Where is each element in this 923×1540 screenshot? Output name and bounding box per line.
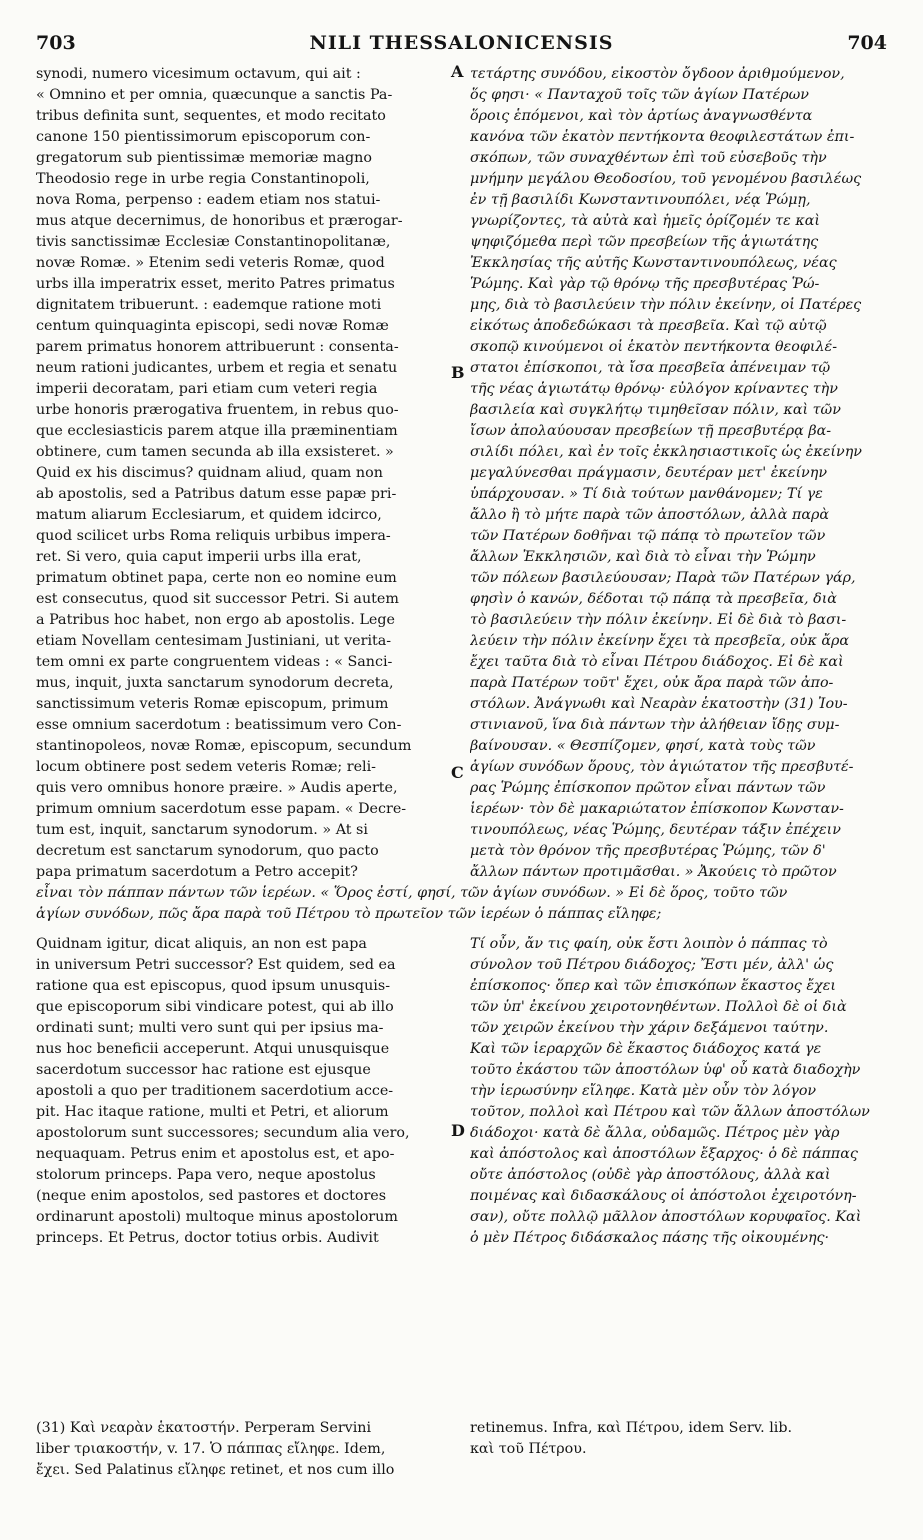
text-line: ἴσων ἀπολαύουσαν πρεσβείων τῇ πρεσβυτέρᾳ βα- [470, 423, 832, 439]
text-line: sacerdotum successor hac ratione est ejusque [36, 1062, 371, 1078]
text-line: διάδοχοι· κατὰ δὲ ἄλλα, οὐδαμῶς. Πέτρος μὲν γὰρ [470, 1125, 840, 1141]
text-line: (neque enim apostolos, sed pastores et doctores [36, 1188, 387, 1204]
text-line: ἱερέων· τὸν δὲ μακαριώτατον ἐπίσκοπον Κωνσταν- [470, 801, 844, 817]
text-line: στατοι ἐπίσκοποι, τὰ ἴσα πρεσβεῖα ἀπένειμαν τῷ [470, 360, 831, 376]
text-line: primatum obtinet papa, certe non eo nomine eum [36, 570, 397, 586]
text-line: esse omnium sacerdotum : beatissimum vero Con- [36, 717, 402, 733]
text-line: ἄλλων πάντων προτιμᾶσθαι. » Ἀκούεις τὸ πρῶτον [470, 864, 837, 880]
text-line: imperii decoratam, pari etiam cum veteri regia [36, 381, 378, 397]
text-line: τοῦτο ἐκάστου τῶν ἀποστόλων ὑφ' οὗ κατὰ διαδοχὴν [470, 1062, 861, 1078]
text-line: εἶναι τὸν πάππαν πάντων τῶν ἱερέων. « Ὅρος ἐστί, φησί, τῶν ἁγίων συνόδων. » Εἰ δὲ ὅρος, τοῦτο τῶν [36, 885, 788, 901]
text-line: etiam Novellam centesimam Justiniani, ut verita- [36, 633, 392, 649]
text-line: σιλίδι πόλει, καὶ ἐν τοῖς ἐκκλησιαστικοῖς ὡς ἐκείνην [470, 444, 862, 460]
text-line: mus atque decernimus, de honoribus et prærogar- [36, 213, 403, 229]
text-line: ψηφιζόμεθα περὶ τῶν πρεσβείων τῆς ἁγιωτάτης [470, 234, 819, 250]
text-line: quis vero omnibus honore præire. » Audis aperte, [36, 780, 398, 796]
text-line: τῶν πόλεων βασιλεύουσαν; Παρὰ τῶν Πατέρων γάρ, [470, 570, 856, 586]
page-number-right: 704 [847, 32, 887, 54]
latin-column-bottom [36, 934, 450, 1249]
text-line: in universum Petri successor? Est quidem, sed ea [36, 957, 396, 973]
footnote-line: (31) Καὶ νεαρὰν ἑκατοστήν. Perperam Servini [36, 1420, 372, 1436]
text-line: ἁγίων συνόδων, πῶς ἄρα παρὰ τοῦ Πέτρου τὸ πρωτεῖον τῶν ἱερέων ὁ πάππας εἴληφε; [36, 906, 662, 922]
text-line: matum aliarum Ecclesiarum, et quidem idcirco, [36, 507, 382, 523]
text-line: τῶν χειρῶν ἐκείνου τὴν χάριν δεξάμενοι ταύτην. [470, 1020, 829, 1036]
text-line: tum est, inquit, sanctarum synodorum. » At si [36, 822, 368, 838]
text-line: apostolorum sunt successores; secundum alia vero, [36, 1125, 410, 1141]
text-line: sanctissimum veteris Romæ episcopum, primum [36, 696, 389, 712]
text-line: παρὰ Πατέρων τοῦτ' ἔχει, οὐκ ἄρα παρὰ τῶν ἀπο- [470, 675, 834, 691]
text-line: centum quinquaginta episcopi, sedi novæ Romæ [36, 318, 389, 334]
text-line: ἄλλων Ἐκκλησιῶν, καὶ διὰ τὸ εἶναι τὴν Ῥώμην [470, 549, 816, 565]
text-line: λεύειν τὴν πόλιν ἐκείνην ἔχει τὰ πρεσβεῖα, οὐκ ἄρα [470, 633, 850, 649]
text-line: τὴν ἱερωσύνην εἴληφε. Κατὰ μὲν οὖν τὸν λόγον [470, 1083, 817, 1099]
footnote-line: retinemus. Infra, καὶ Πέτρου, idem Serv. lib. [470, 1420, 793, 1436]
text-line: a Patribus hoc habet, non ergo ab apostolis. Lege [36, 612, 396, 628]
text-line: τὸ βασιλεύειν τὴν πόλιν ἐκείνην. Εἰ δὲ διὰ τὸ βασι- [470, 612, 847, 628]
text-line: nequaquam. Petrus enim et apostolus est, et apo- [36, 1146, 395, 1162]
text-line: Ἐκκλησίας τῆς αὐτῆς Κωνσταντινουπόλεως, νέας [470, 255, 837, 271]
text-line: pit. Hac itaque ratione, multi et Petri, et aliorum [36, 1104, 389, 1120]
text-line: est consecutus, quod sit successor Petri. Si autem [36, 591, 399, 607]
text-line: σκοπῷ κινούμενοι οἱ ἑκατὸν πεντήκοντα θεοφιλέ- [470, 339, 838, 355]
text-line: μετὰ τὸν θρόνον τῆς πρεσβυτέρας Ῥώμης, τῶν δ' [470, 843, 826, 859]
text-line: que episcoporum sibi vindicare potest, qui ab illo [36, 999, 394, 1015]
text-line: decretum est sanctarum synodorum, quo pacto [36, 843, 379, 859]
footnote-line: ἔχει. Sed Palatinus εἴληφε retinet, et nos cum illo [36, 1462, 395, 1478]
text-line: gregatorum sub pientissimæ memoriæ magno [36, 150, 372, 166]
text-line: canone 150 pientissimorum episcoporum con- [36, 129, 371, 145]
text-line: μεγαλύνεσθαι πράγμασιν, δευτέραν μετ' ἐκείνην [470, 465, 828, 481]
text-line: urbs illa imperatrix esset, merito Patres primatus [36, 276, 395, 292]
text-line: γνωρίζοντες, τὰ αὐτὰ καὶ ἡμεῖς ὁρίζομέν τε καὶ [470, 213, 820, 229]
text-line: τοῦτον, πολλοὶ καὶ Πέτρου καὶ τῶν ἄλλων ἀποστόλων [470, 1104, 870, 1120]
margin-marker-c: C [451, 763, 464, 782]
footnote-line: καὶ τοῦ Πέτρου. [470, 1441, 587, 1457]
text-line: βαίνουσαν. « Θεσπίζομεν, φησί, κατὰ τοὺς τῶν [470, 738, 816, 754]
margin-marker-d: D [451, 1121, 465, 1140]
text-line: stolorum princeps. Papa vero, neque apostolus [36, 1167, 376, 1183]
text-line: ordinarunt apostoli) multoque minus apostolorum [36, 1209, 398, 1225]
text-line: ὑπάρχουσαν. » Τί διὰ τούτων μανθάνομεν; Τί γε [470, 486, 823, 502]
text-line: Quidnam igitur, dicat aliquis, an non est papa [36, 936, 367, 952]
text-line: papa primatum sacerdotum a Petro accepit? [36, 864, 358, 880]
text-line: ὅς φησι· « Πανταχοῦ τοῖς τῶν ἁγίων Πατέρων [470, 87, 809, 103]
text-line: ἁγίων συνόδων ὅρους, τὸν ἁγιώτατον τῆς πρεσβυτέ- [470, 759, 854, 775]
text-line: parem primatus honorem attribuerunt : consenta- [36, 339, 399, 355]
text-line: neum rationi judicantes, urbem et regia et senatu [36, 360, 398, 376]
text-line: ἄλλο ἢ τὸ μήτε παρὰ τῶν ἀποστόλων, ἀλλὰ παρὰ [470, 507, 830, 523]
text-line: locum obtinere post sedem veteris Romæ; reli- [36, 759, 377, 775]
text-line: quod scilicet urbs Roma reliquis urbibus impera- [36, 528, 391, 544]
latin-column-top [36, 64, 450, 883]
text-line: σύνολον τοῦ Πέτρου διάδοχος; Ἔστι μέν, ἀλλ' ὡς [470, 957, 834, 973]
text-line: ret. Si vero, quia caput imperii urbs illa erat, [36, 549, 362, 565]
text-line: ab apostolis, sed a Patribus datum esse papæ pri- [36, 486, 397, 502]
text-line: εἰκότως ἀποδεδώκασι τὰ πρεσβεῖα. Καὶ τῷ αὐτῷ [470, 318, 827, 334]
text-line: στόλων. Ἀνάγνωθι καὶ Νεαρὰν ἑκατοστὴν (31) Ἰου- [470, 696, 848, 712]
text-line: κανόνα τῶν ἑκατὸν πεντήκοντα θεοφιλεστάτων ἐπι- [470, 129, 855, 145]
text-line: « Omnino et per omnia, quæcunque a sanctis Pa- [36, 87, 393, 103]
footnote-right [470, 1418, 884, 1460]
text-line: καὶ ἀπόστολος καὶ ἀποστόλων ἔξαρχος· ὁ δὲ πάππας [470, 1146, 858, 1162]
text-line: obtinere, cum tamen secunda ab illa exsisteret. » [36, 444, 394, 460]
text-line: synodi, numero vicesimum octavum, qui ait : [36, 66, 361, 82]
footnote-left [36, 1418, 450, 1481]
text-line: τῆς νέας ἁγιωτάτῳ θρόνῳ· εὐλόγον κρίναντες τὴν [470, 381, 838, 397]
text-line: ἐπίσκοπος· ὅπερ καὶ τῶν ἐπισκόπων ἕκαστος ἔχει [470, 978, 836, 994]
text-line: urbe honoris prærogativa fruentem, in rebus quo- [36, 402, 399, 418]
text-line: μης, διὰ τὸ βασιλεύειν τὴν πόλιν ἐκείνην, οἱ Πατέρες [470, 297, 862, 313]
text-line: ποιμένας καὶ διδασκάλους οἱ ἀπόστολοι ἐχειροτόνη- [470, 1188, 857, 1204]
text-line: σαν), οὔτε πολλῷ μᾶλλον ἀποστόλων κορυφαῖος. Καὶ [470, 1209, 862, 1225]
text-line: βασιλεία καὶ συγκλήτῳ τιμηθεῖσαν πόλιν, καὶ τῶν [470, 402, 841, 418]
text-line: nova Roma, perpenso : eadem etiam nos statui- [36, 192, 381, 208]
text-line: nus hoc beneficii acceperunt. Atqui unusquisque [36, 1041, 390, 1057]
text-line: Τί οὖν, ἄν τις φαίη, οὐκ ἔστι λοιπὸν ὁ πάππας τὸ [470, 936, 828, 952]
text-line: μνήμην μεγάλου Θεοδοσίου, τοῦ γενομένου βασιλέως [470, 171, 862, 187]
text-line: tribus definita sunt, sequentes, et modo recitato [36, 108, 386, 124]
greek-column-bottom [470, 934, 884, 1249]
text-line: ρας Ῥώμης ἐπίσκοπον πρῶτον εἶναι πάντων τῶν [470, 780, 826, 796]
margin-marker-b: B [451, 363, 465, 382]
running-title: NILI THESSALONICENSIS [309, 32, 614, 54]
greek-full-width-lines [36, 883, 884, 925]
page-header [36, 32, 887, 58]
text-line: Theodosio rege in urbe regia Constantinopoli, [36, 171, 370, 187]
text-line: Ῥώμης. Καὶ γὰρ τῷ θρόνῳ τῆς πρεσβυτέρας Ῥώ- [470, 276, 820, 292]
text-line: apostoli a quo per traditionem sacerdotium acce- [36, 1083, 394, 1099]
text-line: novæ Romæ. » Etenim sedi veteris Romæ, quod [36, 255, 385, 271]
page-number-left: 703 [36, 32, 76, 54]
text-line: ἐν τῇ βασιλίδι Κωνσταντινουπόλει, νέᾳ Ῥώμῃ, [470, 192, 811, 208]
text-line: que ecclesiasticis parem atque illa præminentiam [36, 423, 398, 439]
greek-column-top [470, 64, 884, 883]
text-line: φησὶν ὁ κανών, δέδοται τῷ πάπᾳ τὰ πρεσβεῖα, διὰ [470, 591, 837, 607]
text-line: ὅροις ἑπόμενοι, καὶ τὸν ἀρτίως ἀναγνωσθέντα [470, 108, 813, 124]
text-line: Quid ex his discimus? quidnam aliud, quam non [36, 465, 383, 481]
text-line: τῶν Πατέρων δοθῆναι τῷ πάπᾳ τὸ πρωτεῖον τῶν [470, 528, 826, 544]
text-line: τετάρτης συνόδου, εἰκοστὸν ὄγδοον ἀριθμούμενον, [470, 66, 845, 82]
text-line: tivis sanctissimæ Ecclesiæ Constantinopolitanæ, [36, 234, 391, 250]
text-line: ὁ μὲν Πέτρος διδάσκαλος πάσης τῆς οἰκουμένης· [470, 1230, 830, 1246]
text-line: ratione qua est episcopus, quod ipsum unusquis- [36, 978, 391, 994]
text-line: Καὶ τῶν ἱεραρχῶν δὲ ἕκαστος διάδοχος κατά γε [470, 1041, 822, 1057]
footnote-line: liber τριακοστήν, v. 17. Ὁ πάππας εἴληφε. Idem, [36, 1441, 386, 1457]
text-line: σκόπων, τῶν συναχθέντων ἐπὶ τοῦ εὐσεβοῦς τὴν [470, 150, 827, 166]
text-line: stantinopoleos, novæ Romæ, episcopum, secundum [36, 738, 412, 754]
text-line: τινουπόλεως, νέας Ῥώμης, δευτέραν τάξιν ἐπέχειν [470, 822, 841, 838]
text-line: ἔχει ταῦτα διὰ τὸ εἶναι Πέτρου διάδοχος. Εἰ δὲ καὶ [470, 654, 844, 670]
margin-marker-a: A [451, 62, 464, 81]
text-line: tem omni ex parte congruentem videas : « Sanci- [36, 654, 393, 670]
text-line: dignitatem tribuerunt. : eademque ratione moti [36, 297, 382, 313]
text-line: princeps. Et Petrus, doctor totius orbis. Audivit [36, 1230, 379, 1246]
text-line: στινιανοῦ, ἵνα διὰ πάντων τὴν ἀλήθειαν ἴδῃς συμ- [470, 717, 840, 733]
text-line: οὔτε ἀπόστολος (οὐδὲ γὰρ ἀποστόλους, ἀλλὰ καὶ [470, 1167, 831, 1183]
text-line: ordinati sunt; multi vero sunt qui per ipsius ma- [36, 1020, 384, 1036]
text-line: primum omnium sacerdotum esse papam. « Decre- [36, 801, 407, 817]
text-line: τῶν ὑπ' ἐκείνου χειροτονηθέντων. Πολλοὶ δὲ οἱ διὰ [470, 999, 847, 1015]
text-line: mus, inquit, juxta sanctarum synodorum decreta, [36, 675, 394, 691]
